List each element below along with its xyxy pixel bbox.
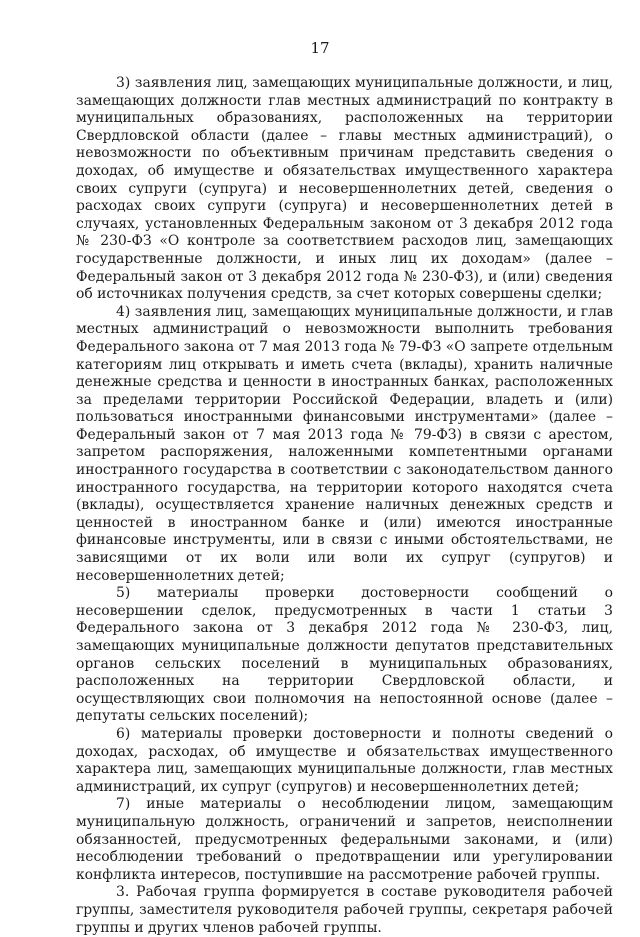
paragraph-section-3: 3. Рабочая группа формируется в составе руководителя рабочей группы, заместителя руководителя рабочей группы, секретаря рабочей группы и других членов рабочей группы. bbox=[76, 884, 613, 936]
paragraph-item-6: 6) материалы проверки достоверности и полноты сведений о доходах, расходах, об имуществе и обязательствах имущественного характера лиц, замещающих муниципальные должности, глав местных администраций, их супруг (супругов) и несовершеннолетних детей; bbox=[76, 725, 613, 795]
document-body bbox=[76, 75, 613, 937]
paragraph-item-5: 5) материалы проверки достоверности сообщений о несовершении сделок, предусмотренных в части 1 статьи 3 Федерального закона от 3 декабря 2012 года № 230-ФЗ, лиц, замещающих муниципальные должности депутатов представительных органов сельских поселений в муниципальных образованиях, расположенных на территории Свердловской области, и осуществляющих свои полномочия на непостоянной основе (далее – депутаты сельских поселений); bbox=[76, 585, 613, 725]
page-number: 17 bbox=[310, 39, 330, 57]
paragraph-item-7: 7) иные материалы о несоблюдении лицом, замещающим муниципальную должность, ограничений и запретов, неисполнении обязанностей, предусмотренных федеральными законами, и (или) несоблюдении требований о предотвращении или урегулировании конфликта интересов, поступившие на рассмотрение рабочей группы. bbox=[76, 796, 613, 883]
paragraph-item-3: 3) заявления лиц, замещающих муниципальные должности, и лиц, замещающих должности глав местных администраций по контракту в муниципальных образованиях, расположенных на территории Свердловской области (далее – главы местных администраций), о невозможности по объективным причинам представить сведения о доходах, об имуществе и обязательствах имущественного характера своих супруги (супруга) и несовершеннолетних детей, сведения о расходах своих супруги (супруга) и несовершеннолетних детей в случаях, установленных Федеральным законом от 3 декабря 2012 года № 230-ФЗ «О контроле за соответствием расходов лиц, замещающих государственные должности, и иных лиц их доходам» (далее – Федеральный закон от 3 декабря 2012 года № 230-ФЗ), и (или) сведения об источниках получения средств, за счет которых совершены сделки; bbox=[76, 75, 613, 303]
paragraph-item-4: 4) заявления лиц, замещающих муниципальные должности, и глав местных администраций о невозможности выполнить требования Федерального закона от 7 мая 2013 года № 79-ФЗ «О запрете отдельным категориям лиц открывать и иметь счета (вклады), хранить наличные денежные средства и ценности в иностранных банках, расположенных за пределами территории Российской Федерации, владеть и (или) пользоваться иностранными финансовыми инструментами» (далее – Федеральный закон от 7 мая 2013 года № 79-ФЗ) в связи с арестом, запретом распоряжения, наложенными компетентными органами иностранного государства в соответствии с законодательством данного иностранного государства, на территории которого находятся счета (вклады), осуществляется хранение наличных денежных средств и ценностей в иностранном банке и (или) имеются иностранные финансовые инструменты, или в связи с иными обстоятельствами, не зависящими от их воли или воли их супруг (супругов) и несовершеннолетних детей; bbox=[76, 303, 613, 584]
